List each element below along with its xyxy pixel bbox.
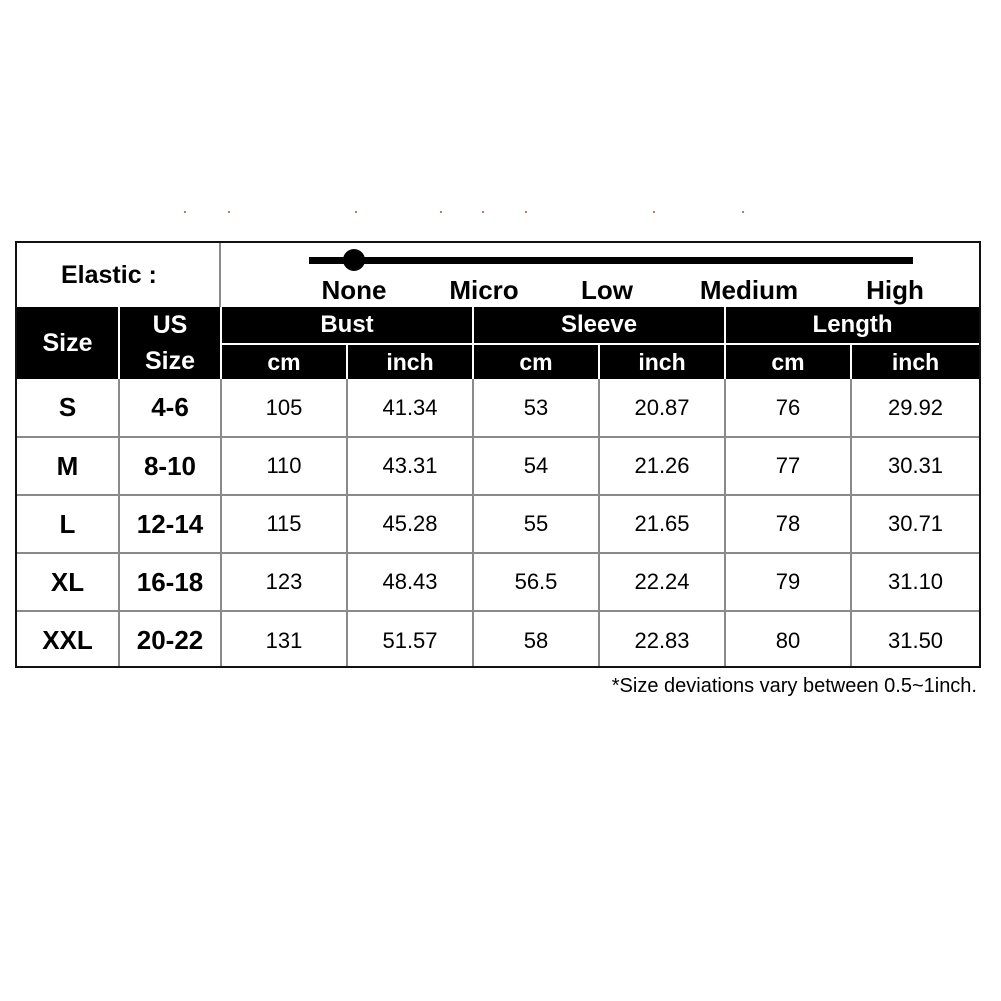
header-unit-sleeve-inch: inch xyxy=(599,344,725,379)
elastic-level-medium: Medium xyxy=(699,275,799,305)
elastic-level-micro: Micro xyxy=(449,275,519,305)
sleeve-inch-cell: 22.83 xyxy=(599,611,725,668)
size-cell: L xyxy=(17,495,119,553)
table-row xyxy=(17,553,979,611)
sleeve-inch-cell: 22.24 xyxy=(599,553,725,611)
decor-dot xyxy=(653,211,655,213)
header-unit-bust-inch: inch xyxy=(347,344,473,379)
header-sleeve: Sleeve xyxy=(473,307,725,344)
size-cell: S xyxy=(17,379,119,437)
header-us-size xyxy=(119,307,221,379)
elastic-level-none: None xyxy=(321,275,387,305)
length-inch-cell: 29.92 xyxy=(851,379,979,437)
bust-inch-cell: 45.28 xyxy=(347,495,473,553)
bust-cm-cell: 110 xyxy=(221,437,347,495)
elastic-row xyxy=(17,243,979,307)
elastic-label: Elastic : xyxy=(17,243,221,307)
elastic-level-high: High xyxy=(866,275,924,305)
length-inch-cell: 30.31 xyxy=(851,437,979,495)
bust-cm-cell: 131 xyxy=(221,611,347,668)
size-table xyxy=(17,307,979,668)
us-size-cell: 12-14 xyxy=(119,495,221,553)
length-cm-cell: 78 xyxy=(725,495,851,553)
bust-cm-cell: 115 xyxy=(221,495,347,553)
us-size-cell: 8-10 xyxy=(119,437,221,495)
sleeve-cm-cell: 53 xyxy=(473,379,599,437)
bust-inch-cell: 41.34 xyxy=(347,379,473,437)
sleeve-cm-cell: 55 xyxy=(473,495,599,553)
size-cell: M xyxy=(17,437,119,495)
header-length: Length xyxy=(725,307,979,344)
us-size-cell: 16-18 xyxy=(119,553,221,611)
table-row xyxy=(17,379,979,437)
length-inch-cell: 31.10 xyxy=(851,553,979,611)
decor-dot xyxy=(525,211,527,213)
decor-dot xyxy=(742,211,744,213)
decor-dot xyxy=(482,211,484,213)
bust-cm-cell: 105 xyxy=(221,379,347,437)
size-cell: XL xyxy=(17,553,119,611)
table-row xyxy=(17,437,979,495)
header-us-size-line1: US xyxy=(152,311,188,339)
size-chart xyxy=(15,241,981,668)
length-cm-cell: 79 xyxy=(725,553,851,611)
elastic-scale-knob xyxy=(343,249,365,271)
decor-dot xyxy=(228,211,230,213)
header-unit-length-inch: inch xyxy=(851,344,979,379)
sleeve-cm-cell: 56.5 xyxy=(473,553,599,611)
length-cm-cell: 80 xyxy=(725,611,851,668)
bust-inch-cell: 51.57 xyxy=(347,611,473,668)
length-inch-cell: 30.71 xyxy=(851,495,979,553)
sleeve-inch-cell: 21.26 xyxy=(599,437,725,495)
header-us-size-line2: Size xyxy=(144,347,196,375)
elastic-scale-labels xyxy=(221,273,979,307)
header-unit-bust-cm: cm xyxy=(221,344,347,379)
decor-dot xyxy=(355,211,357,213)
length-inch-cell: 31.50 xyxy=(887,627,944,653)
bust-inch-cell: 43.31 xyxy=(347,437,473,495)
size-deviation-footnote: *Size deviations vary between 0.5~1inch. xyxy=(611,675,977,697)
us-size-cell: 20-22 xyxy=(119,611,221,668)
size-cell: XXL xyxy=(17,611,119,668)
elastic-level-low: Low xyxy=(581,275,633,305)
bust-inch-cell: 48.43 xyxy=(347,553,473,611)
elastic-scale-bar xyxy=(309,257,913,264)
sleeve-cm-cell: 54 xyxy=(473,437,599,495)
us-size-cell: 4-6 xyxy=(119,379,221,437)
length-cm-cell: 76 xyxy=(725,379,851,437)
header-bust: Bust xyxy=(221,307,473,344)
sleeve-cm-cell: 58 xyxy=(473,611,599,668)
bust-cm-cell: 123 xyxy=(221,553,347,611)
sleeve-inch-cell: 20.87 xyxy=(599,379,725,437)
sleeve-inch-cell: 21.65 xyxy=(599,495,725,553)
length-cm-cell: 77 xyxy=(725,437,851,495)
header-unit-length-cm: cm xyxy=(725,344,851,379)
header-unit-sleeve-cm: cm xyxy=(473,344,599,379)
decorative-dots xyxy=(180,208,760,218)
decor-dot xyxy=(184,211,186,213)
decor-dot xyxy=(440,211,442,213)
table-row xyxy=(17,495,979,553)
table-row xyxy=(17,611,979,668)
header-size: Size xyxy=(17,307,119,379)
